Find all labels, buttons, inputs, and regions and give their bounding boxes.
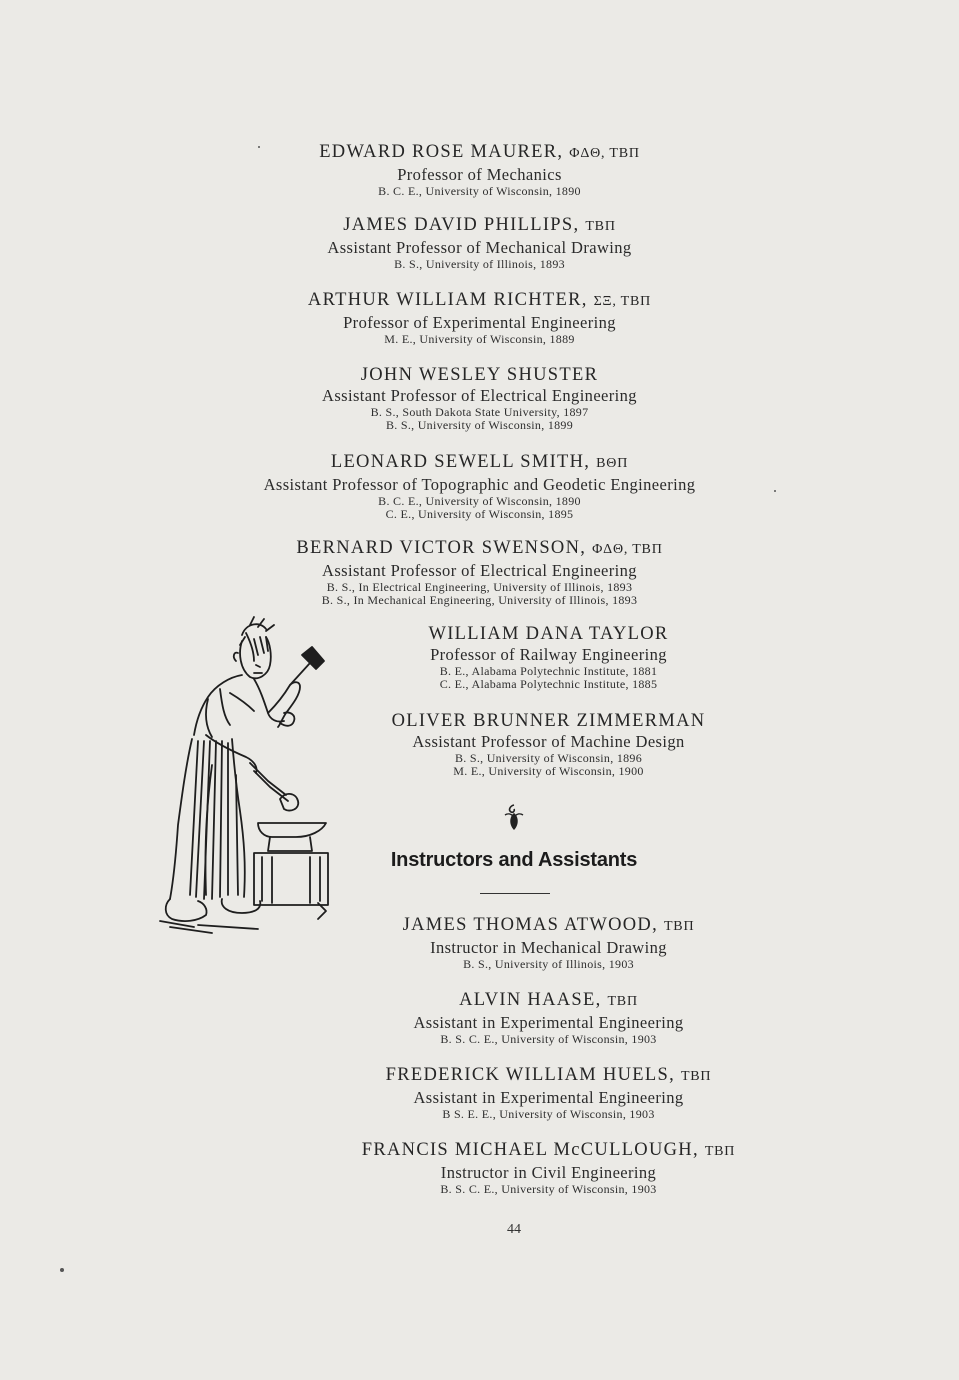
faculty-name: OLIVER BRUNNER ZIMMERMAN bbox=[391, 711, 706, 731]
faculty-title: Professor of Mechanics bbox=[397, 165, 562, 184]
faculty-entry bbox=[0, 537, 959, 607]
instructor-name: FRANCIS MICHAEL McCULLOUGH, ΤΒΠ bbox=[361, 1140, 736, 1160]
instructor-name: ALVIN HAASE, ΤΒΠ bbox=[459, 990, 638, 1010]
instructor-entry bbox=[0, 1064, 959, 1121]
instructor-entry bbox=[0, 914, 959, 971]
speck bbox=[258, 146, 260, 148]
faculty-entry bbox=[0, 289, 959, 346]
faculty-degree: B. S., In Mechanical Engineering, University of Illinois, 1893 bbox=[321, 593, 638, 607]
instructor-name: FREDERICK WILLIAM HUELS, ΤΒΠ bbox=[385, 1065, 712, 1085]
instructor-degree: B. S. C. E., University of Wisconsin, 1903 bbox=[440, 1182, 657, 1196]
faculty-title: Assistant Professor of Machine Design bbox=[412, 732, 685, 751]
divider bbox=[480, 893, 550, 894]
faculty-title: Professor of Railway Engineering bbox=[430, 645, 667, 664]
faculty-title: Assistant Professor of Electrical Engineering bbox=[322, 386, 637, 405]
faculty-degree: B. S., South Dakota State University, 1897 bbox=[370, 405, 589, 419]
instructor-entry bbox=[0, 1139, 959, 1196]
faculty-degree: C. E., Alabama Polytechnic Institute, 1885 bbox=[439, 677, 658, 691]
faculty-entry bbox=[0, 141, 959, 198]
section-heading: Instructors and Assistants bbox=[390, 849, 638, 871]
faculty-title: Assistant Professor of Electrical Engineering bbox=[322, 561, 637, 580]
faculty-degree: B. S., University of Illinois, 1893 bbox=[394, 257, 565, 271]
faculty-entry bbox=[0, 451, 959, 521]
faculty-title: Assistant Professor of Mechanical Drawing bbox=[327, 238, 632, 257]
faculty-name: LEONARD SEWELL SMITH, ΒΘΠ bbox=[330, 452, 629, 472]
instructor-title: Instructor in Mechanical Drawing bbox=[430, 938, 667, 957]
faculty-name: BERNARD VICTOR SWENSON, ΦΔΘ, ΤΒΠ bbox=[296, 538, 663, 558]
faculty-degree: M. E., University of Wisconsin, 1889 bbox=[384, 332, 575, 346]
speck bbox=[774, 490, 776, 492]
faculty-entry bbox=[0, 214, 959, 271]
faculty-degree: B. C. E., University of Wisconsin, 1890 bbox=[378, 494, 581, 508]
faculty-degree: C. E., University of Wisconsin, 1895 bbox=[385, 507, 574, 521]
faculty-degree: B. S., University of Wisconsin, 1899 bbox=[385, 418, 574, 432]
faculty-degree: B. S., In Electrical Engineering, University of Illinois, 1893 bbox=[326, 580, 633, 594]
instructor-degree: B. S. C. E., University of Wisconsin, 1903 bbox=[440, 1032, 657, 1046]
faculty-name: JAMES DAVID PHILLIPS, ΤΒΠ bbox=[343, 215, 616, 235]
blacksmith-illustration-icon bbox=[150, 615, 330, 935]
speck bbox=[60, 1268, 64, 1272]
faculty-title: Professor of Experimental Engineering bbox=[343, 313, 616, 332]
instructor-title: Instructor in Civil Engineering bbox=[440, 1163, 657, 1182]
faculty-name: WILLIAM DANA TAYLOR bbox=[428, 624, 669, 644]
instructor-title: Assistant in Experimental Engineering bbox=[413, 1088, 684, 1107]
instructor-entry bbox=[0, 989, 959, 1046]
faculty-entry bbox=[0, 710, 959, 778]
faculty-name: ARTHUR WILLIAM RICHTER, ΣΞ, ΤΒΠ bbox=[307, 290, 652, 310]
faculty-name: EDWARD ROSE MAURER, ΦΔΘ, ΤΒΠ bbox=[319, 142, 640, 162]
page-number: 44 bbox=[507, 1222, 521, 1237]
faculty-name: JOHN WESLEY SHUSTER bbox=[360, 365, 599, 385]
faculty-entry bbox=[0, 364, 959, 432]
instructor-degree: B. S., University of Illinois, 1903 bbox=[463, 957, 634, 971]
instructor-title: Assistant in Experimental Engineering bbox=[413, 1013, 684, 1032]
instructor-degree: B S. E. E., University of Wisconsin, 1903 bbox=[442, 1107, 655, 1121]
faculty-entry bbox=[0, 623, 959, 691]
instructor-name: JAMES THOMAS ATWOOD, ΤΒΠ bbox=[402, 915, 695, 935]
faculty-degree: B. E., Alabama Polytechnic Institute, 1881 bbox=[439, 664, 658, 678]
faculty-title: Assistant Professor of Topographic and Geodetic Engineering bbox=[263, 475, 696, 494]
leaf-ornament-icon bbox=[503, 803, 525, 833]
faculty-degree: B. C. E., University of Wisconsin, 1890 bbox=[378, 184, 581, 198]
faculty-degree: M. E., University of Wisconsin, 1900 bbox=[453, 764, 644, 778]
faculty-degree: B. S., University of Wisconsin, 1896 bbox=[454, 751, 643, 765]
